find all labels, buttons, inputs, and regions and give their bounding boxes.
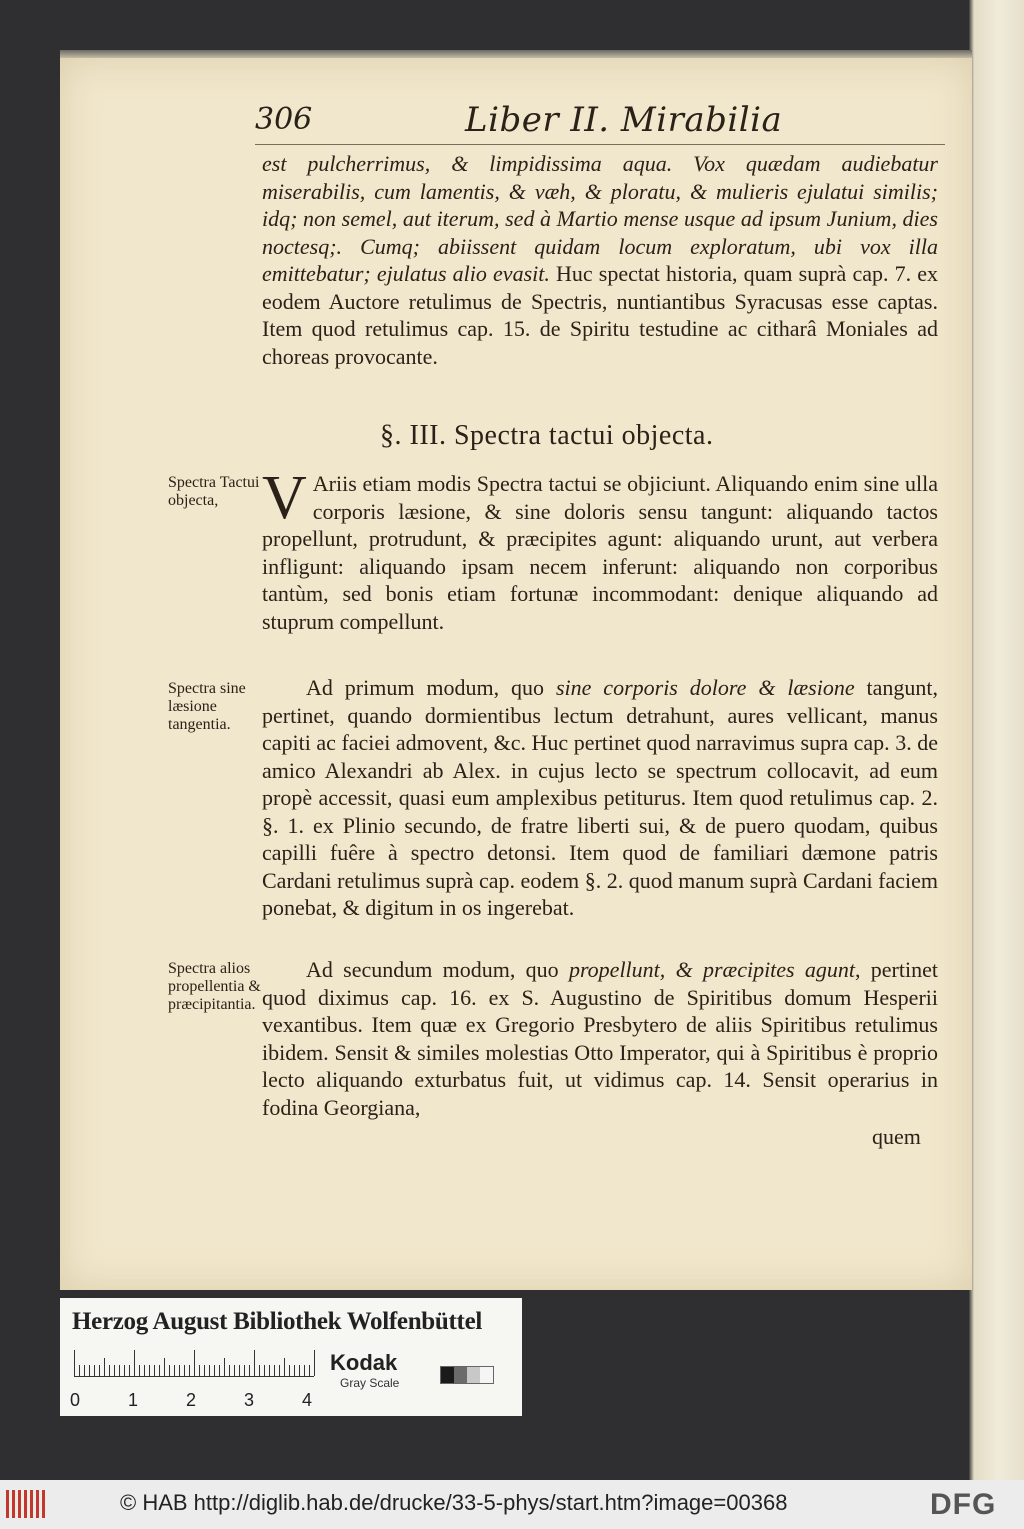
ruler-tick bbox=[284, 1358, 285, 1376]
ruler-tick bbox=[189, 1365, 190, 1376]
ruler-tick bbox=[119, 1365, 120, 1376]
ruler-tick bbox=[289, 1365, 290, 1376]
ruler-tick bbox=[214, 1365, 215, 1376]
ruler-tick bbox=[309, 1365, 310, 1376]
scale-ruler bbox=[74, 1350, 314, 1377]
barcode-icon bbox=[6, 1490, 48, 1518]
ruler-tick bbox=[74, 1350, 75, 1376]
marginal-note-1: Spectra Tactui objecta, bbox=[168, 474, 260, 509]
marginal-note-3: Spectra alios propellentia & præcipitantia. bbox=[168, 960, 261, 1013]
paragraph-lead: Ad primum modum, quo bbox=[306, 675, 556, 700]
paragraph-continuation bbox=[262, 150, 938, 370]
ruler-tick bbox=[129, 1365, 130, 1376]
gray-swatch bbox=[467, 1367, 480, 1383]
page-number: 306 bbox=[255, 102, 313, 137]
ruler-tick bbox=[149, 1365, 150, 1376]
ruler-tick bbox=[229, 1365, 230, 1376]
ruler-tick bbox=[264, 1365, 265, 1376]
ruler-tick bbox=[144, 1365, 145, 1376]
ruler-tick bbox=[259, 1365, 260, 1376]
ruler-label: 4 bbox=[302, 1390, 313, 1410]
ruler-tick bbox=[269, 1365, 270, 1376]
library-name: Herzog August Bibliothek Wolfenbüttel bbox=[72, 1308, 483, 1335]
ruler-tick bbox=[279, 1365, 280, 1376]
ruler-tick bbox=[184, 1365, 185, 1376]
italic-phrase: sine corporis dolore & læsione bbox=[555, 675, 855, 700]
ruler-tick bbox=[104, 1358, 105, 1376]
marginal-note-2: Spectra sine læsione tangentia. bbox=[168, 680, 246, 733]
ruler-tick bbox=[234, 1365, 235, 1376]
ruler-tick bbox=[219, 1365, 220, 1376]
gray-scale-label: Gray Scale bbox=[340, 1376, 400, 1390]
page-header bbox=[255, 102, 945, 145]
ruler-tick bbox=[99, 1365, 100, 1376]
ruler-tick bbox=[199, 1365, 200, 1376]
ruler-tick bbox=[194, 1350, 195, 1376]
paragraph-3 bbox=[262, 956, 938, 1121]
catchword: quem bbox=[872, 1124, 921, 1149]
ruler-tick bbox=[294, 1365, 295, 1376]
ruler-label: 2 bbox=[186, 1390, 197, 1410]
kodak-logo: Kodak bbox=[330, 1350, 398, 1375]
ruler-tick bbox=[139, 1365, 140, 1376]
ruler-tick bbox=[174, 1365, 175, 1376]
gray-swatch bbox=[441, 1367, 454, 1383]
dfg-logo: DFG bbox=[930, 1488, 997, 1521]
ruler-label: 1 bbox=[128, 1390, 139, 1410]
ruler-tick bbox=[159, 1365, 160, 1376]
italic-quotation: est pulcherrimus, & limpidissima aqua. Vox quædam audiebatur miserabilis, cum lamentis, & væh, & ploratu, & mulieris ejulatui similis; idq; non semel, aut iterum, sed à Martio mense usque ad ipsum Junium, dies noctesq;. Cumq; abiissent quidam locum exploratum, ubi vox illa emittebatur; ejulatus alio evasit. bbox=[262, 151, 938, 286]
ruler-tick bbox=[204, 1365, 205, 1376]
paragraph-2 bbox=[262, 674, 938, 922]
paragraph-text: tangunt, pertinet, quando dormientibus lectum detrahunt, aures vellicant, manus capiti ac faciei admovent, &c. Huc pertinet quod narravimus supra cap. 3. de amico Alexandri ab Alex. in cujus lecto se spectrum collocavit, ad eum propè accessit, quasi eum amplexibus petiturus. Item quod retulimus cap. 2. §. 1. ex Plinio secundo, de fratre liberti sui, & de puero quodam, quibus capilli fuêre à spectro detonsi. Item quod de familiari dæmone patris Cardani retulimus suprà cap. eodem §. 2. quod manum suprà Cardani faciem ponebat, & digitum in os ingerebat. bbox=[262, 675, 938, 920]
italic-phrase: propellunt, & præcipites agunt bbox=[568, 957, 856, 982]
ruler-tick bbox=[84, 1365, 85, 1376]
paragraph-text: Huc spectat historia, quam suprà cap. 7. ex eodem Auctore retulimus de Spectris, nuntiantibus Syracusas esse captas. Item quod retulimus cap. 15. de Spiritu testudine ac citharâ Moniales ad choreas provocante. bbox=[262, 261, 939, 369]
footer-bar bbox=[0, 1480, 1024, 1529]
ruler-tick bbox=[239, 1365, 240, 1376]
paragraph-1 bbox=[262, 464, 938, 635]
ruler-tick bbox=[94, 1365, 95, 1376]
ruler-tick bbox=[89, 1365, 90, 1376]
ruler-tick bbox=[304, 1365, 305, 1376]
ruler-tick bbox=[249, 1365, 250, 1376]
section-heading: §. III. Spectra tactui objecta. bbox=[380, 420, 714, 451]
ruler-tick bbox=[114, 1365, 115, 1376]
ruler-tick bbox=[109, 1365, 110, 1376]
ruler-tick bbox=[274, 1365, 275, 1376]
facing-page-edge bbox=[968, 0, 1024, 1480]
library-color-card bbox=[60, 1298, 522, 1416]
paragraph-text: , pertinet quod diximus cap. 16. ex S. Augustino de Spiritibus domum Hesperii vexantibus. Item quæ ex Gregorio Presbytero de aliis Spiritibus retulimus ibidem. Sensit & similes molestias Otto Imperator, qui à Spiritibus è proprio lecto aliquando exturbatus fuit, ut vidimus cap. 14. Sensit operarius in fodina Georgiana, bbox=[262, 957, 938, 1120]
ruler-tick bbox=[244, 1365, 245, 1376]
paragraph-lead: Ad secundum modum, quo bbox=[306, 957, 569, 982]
gray-swatches bbox=[440, 1366, 494, 1384]
ruler-tick bbox=[154, 1365, 155, 1376]
copyright-link[interactable]: © HAB http://diglib.hab.de/drucke/33-5-phys/start.htm?image=00368 bbox=[120, 1490, 788, 1515]
ruler-tick bbox=[314, 1350, 315, 1376]
gray-swatch bbox=[454, 1367, 467, 1383]
ruler-tick bbox=[179, 1365, 180, 1376]
paragraph-text: Ariis etiam modis Spectra tactui se objiciunt. Aliquando enim sine ulla corporis læsione, & sine doloris sensu tangunt: aliquando tactos propellunt, protrudunt, & præcipites agunt: aliquando urunt, aut verbera infligunt: aliquando ipsam necem inferunt: aliquando non corporibus tantùm, sed bonis etiam fortunæ incommodant: denique aliquando ad stuprum compellunt. bbox=[262, 471, 938, 634]
ruler-tick bbox=[299, 1365, 300, 1376]
ruler-tick bbox=[164, 1358, 165, 1376]
ruler-label: 3 bbox=[244, 1390, 255, 1410]
running-head: Liber II. Mirabilia bbox=[465, 100, 783, 140]
ruler-tick bbox=[254, 1350, 255, 1376]
ruler-tick bbox=[134, 1350, 135, 1376]
ruler-tick bbox=[224, 1358, 225, 1376]
drop-capital: V bbox=[262, 464, 307, 532]
ruler-label: 0 bbox=[70, 1390, 81, 1410]
ruler-tick bbox=[79, 1365, 80, 1376]
gray-swatch bbox=[480, 1367, 493, 1383]
ruler-tick bbox=[169, 1365, 170, 1376]
ruler-tick bbox=[124, 1365, 125, 1376]
ruler-tick bbox=[209, 1365, 210, 1376]
